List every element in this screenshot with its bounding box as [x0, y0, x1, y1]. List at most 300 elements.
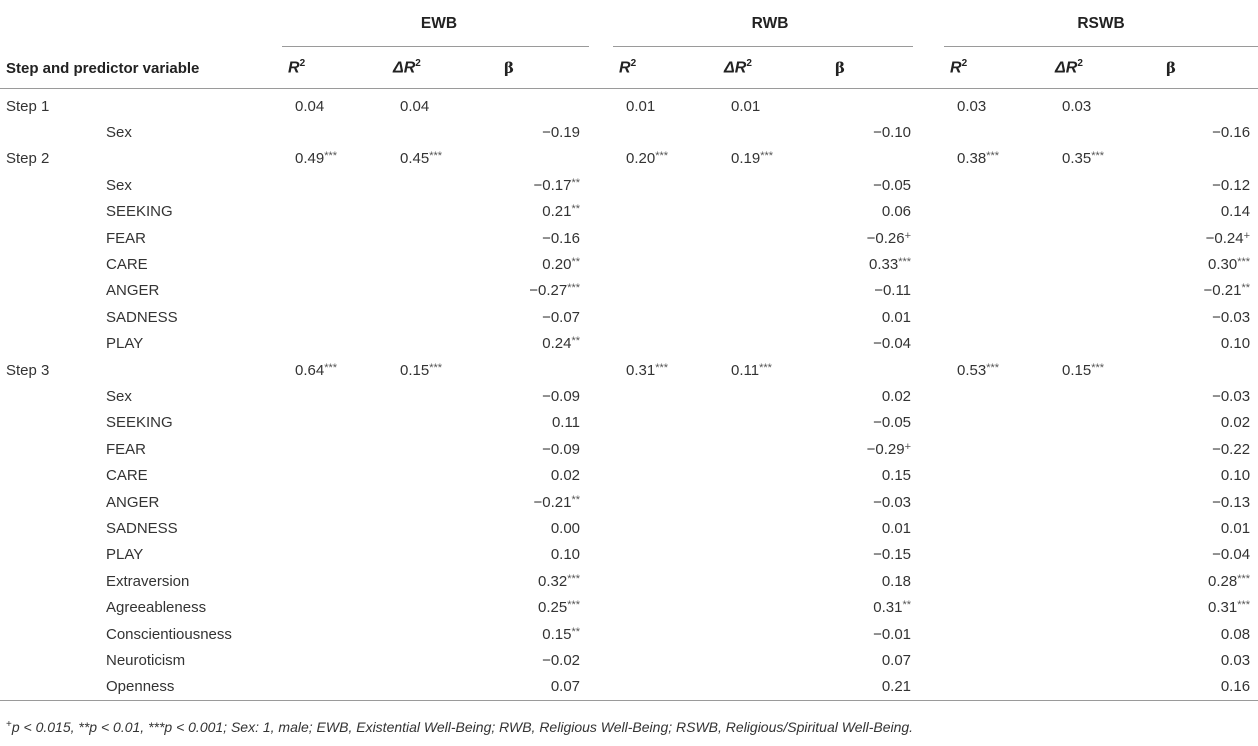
r2-header: $R^2$ [613, 48, 718, 89]
cell-value: 0.33 [868, 256, 899, 274]
cell-value: −0.05 [873, 176, 912, 194]
significance-marker: *** [898, 256, 912, 269]
predictor-row [0, 199, 1258, 225]
cell-value: 0.25 [537, 599, 568, 617]
delta-r2-cell [1049, 199, 1154, 225]
predictor-row [0, 383, 1258, 409]
cell-value: −0.17 [533, 176, 572, 194]
delta-r2-cell [1049, 225, 1154, 251]
delta-r2-cell [1049, 251, 1154, 277]
delta-r2-cell [387, 225, 492, 251]
delta-r2-cell [387, 674, 492, 701]
r2-cell [613, 304, 718, 330]
cell-value: 0.24 [542, 335, 572, 353]
delta-r2-cell [718, 410, 823, 436]
beta-cell [1154, 146, 1258, 172]
delta-r2-cell [718, 647, 823, 673]
r2-cell [613, 331, 718, 357]
table-header [0, 0, 1258, 89]
predictor-label: PLAY [106, 546, 144, 564]
table-footnote: +p < 0.015, **p < 0.01, ***p < 0.001; Sex: 1, male; EWB, Existential Well-Being; RWB, Religious Well-Being; RSWB, Religious/Spiritual Well-Being. [6, 719, 914, 735]
cell-value: 0.07 [550, 678, 581, 696]
r2-cell [944, 357, 1049, 383]
cell-value: 0.10 [1220, 467, 1251, 485]
significance-marker: ** [571, 203, 581, 216]
beta-cell [1154, 331, 1258, 357]
significance-marker: ** [902, 599, 912, 612]
cell-value: 0.03 [1220, 651, 1251, 669]
delta-r2-cell [1049, 383, 1154, 409]
delta-r2-cell [718, 674, 823, 701]
beta-cell [1154, 119, 1258, 145]
r2-cell [282, 251, 387, 277]
r2-cell [944, 515, 1049, 541]
predictor-label: CARE [106, 467, 148, 485]
significance-marker: *** [567, 282, 581, 295]
cell-value: 0.01 [1220, 519, 1251, 537]
significance-marker: ** [571, 176, 581, 189]
r2-cell [944, 436, 1049, 462]
beta-cell [492, 410, 596, 436]
cell-value: −0.24 [1205, 229, 1244, 247]
cell-value: 0.31 [626, 361, 656, 379]
delta-r2-cell [718, 489, 823, 515]
step-row [0, 89, 1258, 120]
r2-cell [613, 515, 718, 541]
step-label: Step 3 [6, 361, 50, 379]
predictor-row [0, 489, 1258, 515]
beta-cell [1154, 542, 1258, 568]
delta-r2-cell [387, 436, 492, 462]
delta-r2-cell [1049, 568, 1154, 594]
significance-marker: *** [655, 150, 669, 163]
cell-value: 0.01 [881, 308, 912, 326]
beta-cell [823, 647, 927, 673]
beta-cell [492, 172, 596, 198]
cell-value: 0.14 [1220, 203, 1251, 221]
cell-value: 0.15 [400, 361, 430, 379]
beta-cell [823, 278, 927, 304]
r2-cell [282, 146, 387, 172]
cell-value: −0.19 [542, 124, 581, 142]
cell-value: 0.00 [550, 519, 581, 537]
beta-cell [1154, 489, 1258, 515]
delta-r2-cell [387, 89, 492, 120]
beta-cell [1154, 515, 1258, 541]
beta-cell [1154, 225, 1258, 251]
beta-cell [492, 647, 596, 673]
r2-cell [282, 462, 387, 488]
r2-cell [944, 304, 1049, 330]
delta-r2-cell [387, 462, 492, 488]
delta-r2-cell [387, 489, 492, 515]
delta-r2-header: $\Delta R^2$ [1049, 48, 1154, 89]
beta-cell [823, 146, 927, 172]
row-label-header: Step and predictor variable [0, 48, 282, 89]
cell-value: −0.05 [873, 414, 912, 432]
cell-value: 0.11 [551, 414, 581, 432]
cell-value: 0.04 [295, 97, 325, 115]
beta-cell [823, 436, 927, 462]
r2-cell [282, 89, 387, 120]
cell-value: 0.19 [731, 150, 761, 168]
delta-r2-cell [387, 304, 492, 330]
beta-cell [492, 331, 596, 357]
significance-marker: *** [567, 572, 581, 585]
cell-value: 0.15 [1062, 361, 1092, 379]
significance-marker: *** [1237, 599, 1251, 612]
beta-cell [823, 304, 927, 330]
cell-value: 0.01 [626, 97, 656, 115]
cell-value: 0.45 [400, 150, 430, 168]
r2-cell [944, 542, 1049, 568]
beta-cell [823, 594, 927, 620]
delta-r2-cell [1049, 89, 1154, 120]
predictor-row [0, 331, 1258, 357]
cell-value: −0.22 [1212, 440, 1251, 458]
predictor-label: ANGER [106, 493, 160, 511]
delta-r2-cell [387, 146, 492, 172]
group-header-rwb: RWB [613, 0, 927, 48]
delta-r2-cell [387, 357, 492, 383]
beta-cell [492, 674, 596, 701]
r2-cell [613, 410, 718, 436]
delta-r2-cell [718, 331, 823, 357]
step-row [0, 357, 1258, 383]
delta-r2-cell [1049, 621, 1154, 647]
delta-r2-cell [1049, 357, 1154, 383]
beta-cell [823, 674, 927, 701]
r2-cell [944, 568, 1049, 594]
cell-value: 0.16 [1220, 678, 1251, 696]
r2-cell [944, 146, 1049, 172]
predictor-label: FEAR [106, 440, 147, 458]
significance-marker: *** [1091, 361, 1105, 374]
r2-cell [282, 331, 387, 357]
predictor-label: ANGER [106, 282, 160, 300]
delta-r2-cell [718, 357, 823, 383]
delta-r2-cell [1049, 674, 1154, 701]
cell-value: 0.38 [957, 150, 987, 168]
cell-value: −0.02 [542, 651, 581, 669]
predictor-row [0, 621, 1258, 647]
predictor-label: SEEKING [106, 203, 173, 221]
r2-cell [944, 89, 1049, 120]
beta-cell [492, 119, 596, 145]
delta-r2-cell [1049, 304, 1154, 330]
r2-cell [944, 331, 1049, 357]
delta-r2-cell [387, 542, 492, 568]
r2-cell [944, 251, 1049, 277]
r2-cell [282, 674, 387, 701]
r2-cell [613, 146, 718, 172]
cell-value: 0.10 [550, 546, 581, 564]
cell-value: 0.35 [1062, 150, 1092, 168]
delta-r2-cell [718, 199, 823, 225]
cell-value: 0.28 [1208, 572, 1238, 590]
significance-marker: *** [429, 150, 443, 163]
r2-cell [613, 621, 718, 647]
cell-value: 0.32 [537, 572, 568, 590]
significance-marker: *** [1237, 256, 1251, 269]
r2-cell [282, 542, 387, 568]
r2-cell [613, 542, 718, 568]
beta-cell [823, 515, 927, 541]
delta-r2-cell [387, 331, 492, 357]
r2-cell [944, 594, 1049, 620]
r2-cell [944, 278, 1049, 304]
cell-value: −0.12 [1212, 176, 1251, 194]
significance-marker: ** [571, 625, 581, 638]
cell-value: −0.03 [873, 493, 912, 511]
table-body [0, 89, 1258, 701]
delta-r2-cell [387, 410, 492, 436]
cell-value: −0.16 [1212, 124, 1251, 142]
beta-cell [823, 172, 927, 198]
r2-cell [944, 674, 1049, 701]
beta-cell [1154, 568, 1258, 594]
cell-value: −0.10 [873, 124, 912, 142]
r2-cell [613, 568, 718, 594]
beta-cell [1154, 199, 1258, 225]
cell-value: 0.15 [881, 467, 912, 485]
cell-value: −0.16 [542, 229, 581, 247]
delta-r2-cell [1049, 594, 1154, 620]
cell-value: 0.53 [957, 361, 987, 379]
r2-cell [613, 489, 718, 515]
delta-r2-cell [1049, 515, 1154, 541]
delta-r2-cell [1049, 542, 1154, 568]
significance-marker: *** [986, 150, 1000, 163]
delta-r2-cell [1049, 462, 1154, 488]
cell-value: −0.27 [529, 282, 568, 300]
r2-cell [613, 357, 718, 383]
delta-r2-cell [387, 251, 492, 277]
significance-marker: *** [655, 361, 669, 374]
beta-cell [1154, 172, 1258, 198]
significance-marker: *** [1237, 572, 1251, 585]
r2-cell [944, 489, 1049, 515]
predictor-label: PLAY [106, 335, 144, 353]
cell-value: 0.15 [542, 625, 572, 643]
r2-cell [282, 225, 387, 251]
r2-cell [282, 436, 387, 462]
cell-value: 0.01 [731, 97, 761, 115]
r2-cell [613, 647, 718, 673]
r2-cell [613, 436, 718, 462]
delta-r2-cell [387, 647, 492, 673]
delta-r2-cell [1049, 172, 1154, 198]
r2-cell [282, 647, 387, 673]
delta-r2-cell [718, 621, 823, 647]
beta-cell [492, 542, 596, 568]
r2-cell [944, 462, 1049, 488]
beta-header: β [1154, 48, 1258, 89]
beta-cell [823, 621, 927, 647]
beta-cell [492, 489, 596, 515]
delta-r2-header: $\Delta R^2$ [387, 48, 492, 89]
predictor-label: Agreeableness [106, 599, 207, 617]
predictor-row [0, 542, 1258, 568]
delta-r2-cell [1049, 436, 1154, 462]
predictor-label: Neuroticism [106, 651, 186, 669]
beta-cell [492, 594, 596, 620]
r2-cell [282, 199, 387, 225]
delta-r2-cell [718, 436, 823, 462]
delta-r2-cell [1049, 146, 1154, 172]
predictor-row [0, 594, 1258, 620]
group-header-rswb: RSWB [944, 0, 1258, 48]
predictor-row [0, 278, 1258, 304]
beta-cell [492, 278, 596, 304]
beta-cell [823, 251, 927, 277]
beta-cell [823, 357, 927, 383]
r2-cell [613, 89, 718, 120]
beta-cell [1154, 462, 1258, 488]
r2-cell [282, 172, 387, 198]
cell-value: −0.03 [1212, 387, 1251, 405]
predictor-row [0, 568, 1258, 594]
beta-cell [492, 251, 596, 277]
beta-cell [1154, 410, 1258, 436]
beta-cell [492, 89, 596, 120]
delta-r2-cell [387, 278, 492, 304]
delta-r2-cell [1049, 410, 1154, 436]
significance-marker: + [904, 229, 912, 242]
significance-marker: *** [986, 361, 1000, 374]
delta-r2-cell [1049, 119, 1154, 145]
delta-r2-cell [718, 568, 823, 594]
beta-cell [1154, 594, 1258, 620]
delta-r2-cell [387, 568, 492, 594]
delta-r2-cell [718, 89, 823, 120]
cell-value: −0.04 [1212, 546, 1251, 564]
predictor-row [0, 436, 1258, 462]
r2-cell [613, 383, 718, 409]
delta-r2-cell [718, 462, 823, 488]
r2-cell [613, 278, 718, 304]
significance-marker: + [1243, 229, 1251, 242]
beta-cell [492, 621, 596, 647]
r2-cell [282, 515, 387, 541]
step-row [0, 146, 1258, 172]
beta-cell [492, 199, 596, 225]
significance-marker: + [904, 440, 912, 453]
cell-value: 0.21 [881, 678, 912, 696]
delta-r2-cell [718, 146, 823, 172]
beta-cell [492, 568, 596, 594]
r2-cell [282, 278, 387, 304]
beta-header: β [823, 48, 927, 89]
r2-cell [282, 594, 387, 620]
predictor-row [0, 647, 1258, 673]
delta-r2-cell [718, 278, 823, 304]
cell-value: 0.21 [542, 203, 572, 221]
predictor-row [0, 674, 1258, 701]
beta-cell [823, 462, 927, 488]
predictor-row [0, 304, 1258, 330]
delta-r2-cell [1049, 489, 1154, 515]
predictor-label: CARE [106, 256, 148, 274]
predictor-row [0, 119, 1258, 145]
beta-cell [823, 410, 927, 436]
cell-value: 0.06 [881, 203, 912, 221]
cell-value: 0.02 [1220, 414, 1251, 432]
r2-cell [944, 383, 1049, 409]
significance-marker: ** [571, 256, 581, 269]
predictor-row [0, 225, 1258, 251]
beta-cell [1154, 89, 1258, 120]
r2-cell [613, 462, 718, 488]
beta-cell [823, 383, 927, 409]
beta-cell [823, 568, 927, 594]
cell-value: −0.26 [866, 229, 905, 247]
delta-r2-header: $\Delta R^2$ [718, 48, 823, 89]
delta-r2-cell [387, 621, 492, 647]
cell-value: −0.09 [542, 440, 581, 458]
predictor-label: Sex [106, 124, 132, 142]
beta-header: β [492, 48, 596, 89]
cell-value: −0.04 [873, 335, 912, 353]
cell-value: 0.03 [957, 97, 987, 115]
significance-marker: *** [324, 361, 338, 374]
delta-r2-cell [387, 594, 492, 620]
predictor-label: Openness [0, 674, 282, 701]
delta-r2-cell [718, 225, 823, 251]
predictor-label: SADNESS [106, 308, 178, 326]
cell-value: 0.31 [1208, 599, 1238, 617]
beta-cell [492, 383, 596, 409]
beta-cell [1154, 621, 1258, 647]
r2-cell [944, 647, 1049, 673]
cell-value: −0.13 [1212, 493, 1251, 511]
r2-header: $R^2$ [944, 48, 1049, 89]
beta-cell [1154, 278, 1258, 304]
r2-cell [944, 225, 1049, 251]
predictor-row [0, 251, 1258, 277]
delta-r2-cell [718, 594, 823, 620]
predictor-label: SADNESS [106, 519, 178, 537]
beta-cell [823, 119, 927, 145]
predictor-label: FEAR [106, 229, 147, 247]
cell-value: 0.03 [1062, 97, 1092, 115]
beta-cell [1154, 251, 1258, 277]
delta-r2-cell [718, 119, 823, 145]
delta-r2-cell [718, 172, 823, 198]
r2-cell [613, 225, 718, 251]
beta-cell [492, 515, 596, 541]
beta-cell [823, 89, 927, 120]
r2-cell [944, 410, 1049, 436]
header-spacer [0, 0, 282, 48]
cell-value: 0.64 [295, 361, 325, 379]
r2-header: $R^2$ [282, 48, 387, 89]
step-label: Step 1 [6, 97, 50, 115]
r2-cell [944, 621, 1049, 647]
cell-value: 0.18 [881, 572, 912, 590]
predictor-row [0, 515, 1258, 541]
group-header-ewb: EWB [282, 0, 596, 48]
significance-marker: *** [567, 599, 581, 612]
delta-r2-cell [718, 542, 823, 568]
delta-r2-cell [718, 304, 823, 330]
predictor-label: Conscientiousness [106, 625, 232, 643]
cell-value: 0.10 [1220, 335, 1251, 353]
cell-value: −0.11 [874, 282, 912, 300]
r2-cell [282, 410, 387, 436]
beta-cell [823, 542, 927, 568]
step-label: Step 2 [6, 150, 50, 168]
